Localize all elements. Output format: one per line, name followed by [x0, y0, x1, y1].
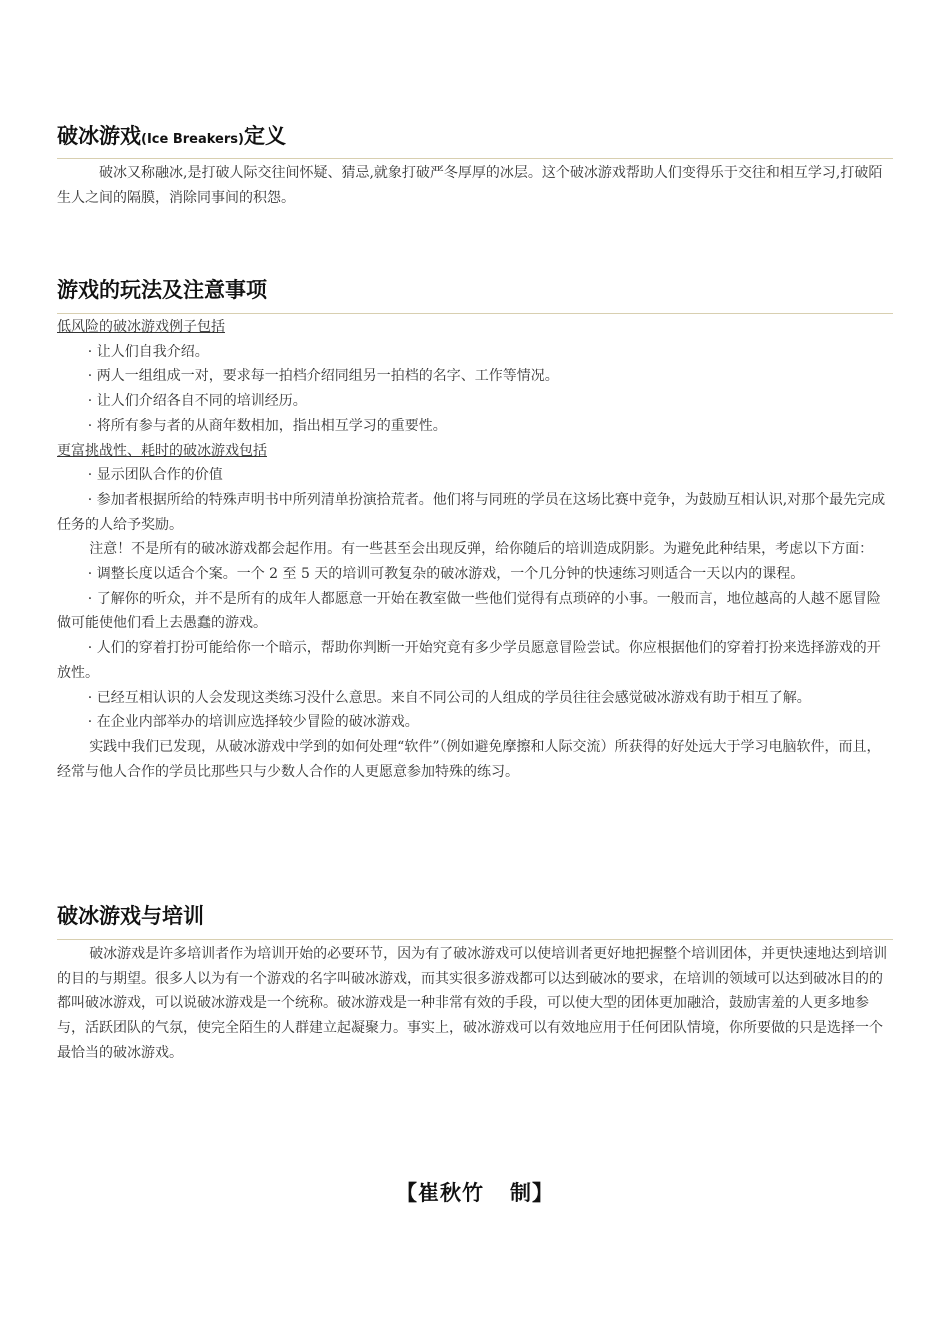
section-divider: [57, 313, 893, 314]
section-divider: [57, 939, 893, 940]
list-item: · 调整长度以适合个案。一个 2 至 5 天的培训可教复杂的破冰游戏，一个几分钟的快速练习则适合一天以内的课程。: [87, 566, 805, 583]
list-item: · 参加者根据所给的特殊声明书中所列清单扮演拾荒者。他们将与同班的学员在这场比赛中竞争，为鼓励互相认识,对那个最先完成任务的人给予奖励。: [57, 491, 886, 533]
list-item: · 了解你的听众，并不是所有的成年人都愿意一开始在教室做一些他们觉得有点琐碎的小事。一般而言，地位越高的人越不愿冒险做可能使他们看上去愚蠢的游戏。: [57, 590, 881, 632]
list-item: · 让人们介绍各自不同的培训经历。: [87, 393, 307, 410]
list-item: · 在企业内部举办的培训应选择较少冒险的破冰游戏。: [87, 714, 419, 731]
list-item: · 人们的穿着打扮可能给你一个暗示，帮助你判断一开始究竟有多少学员愿意冒险尝试。你应根据他们的穿着打扮来选择游戏的开放性。: [57, 640, 881, 681]
author-credit: 【崔秋竹 制】: [396, 1181, 554, 1205]
rules-body: [57, 315, 893, 784]
section-title-definition: 破冰游戏(Ice Breakers)定义: [57, 124, 286, 148]
list-item: · 让人们自我介绍。: [87, 343, 209, 360]
author-name: 崔秋竹: [418, 1181, 484, 1205]
challenge-subheading: 更富挑战性、耗时的破冰游戏包括: [57, 442, 267, 459]
section-divider: [57, 158, 893, 159]
section-title-rules: 游戏的玩法及注意事项: [57, 278, 267, 302]
practice-paragraph: 实践中我们已发现，从破冰游戏中学到的如何处理“软件”（例如避免摩擦和人际交流）所获得的好处远大于学习电脑软件，而且，经常与他人合作的学员比那些只与少数人合作的人更愿意参加特殊的练习。: [57, 738, 881, 780]
list-item: · 已经互相认识的人会发现这类练习没什么意思。来自不同公司的人组成的学员往往会感觉破冰游戏有助于相互了解。: [87, 689, 811, 706]
definition-paragraph: 破冰又称融冰,是打破人际交往间怀疑、猜忌,就象打破严冬厚厚的冰层。这个破冰游戏帮助人们变得乐于交往和相互学习,打破陌生人之间的隔膜，消除同事间的积怨。: [57, 165, 883, 206]
training-paragraph: 破冰游戏是许多培训者作为培训开始的必要环节，因为有了破冰游戏可以使培训者更好地把握整个培训团体，并更快速地达到培训的目的与期望。很多人以为有一个游戏的名字叫破冰游戏，而其实很多游戏都可以达到破冰的要求，在培训的领域可以达到破冰目的的都叫破冰游戏，可以说破冰游戏是一个统称。破冰游戏是一种非常有效的手段，可以使大型的团体更加融洽，鼓励害羞的人更多地参与，活跃团队的气氛，使完全陌生的人群建立起凝聚力。事实上，破冰游戏可以有效地应用于任何团队情境，你所要做的只是选择一个最恰当的破冰游戏。: [57, 946, 888, 1061]
section-title-training: 破冰游戏与培训: [57, 904, 204, 928]
note-paragraph: 注意！不是所有的破冰游戏都会起作用。有一些甚至会出现反弹，给你随后的培训造成阴影。为避免此种结果，考虑以下方面：: [89, 541, 874, 558]
list-item: · 显示团队合作的价值: [87, 467, 223, 484]
low-risk-subheading: 低风险的破冰游戏例子包括: [57, 319, 225, 335]
list-item: · 两人一组组成一对，要求每一拍档介绍同组另一拍档的名字、工作等情况。: [87, 368, 559, 385]
list-item: · 将所有参与者的从商年数相加，指出相互学习的重要性。: [87, 417, 447, 434]
